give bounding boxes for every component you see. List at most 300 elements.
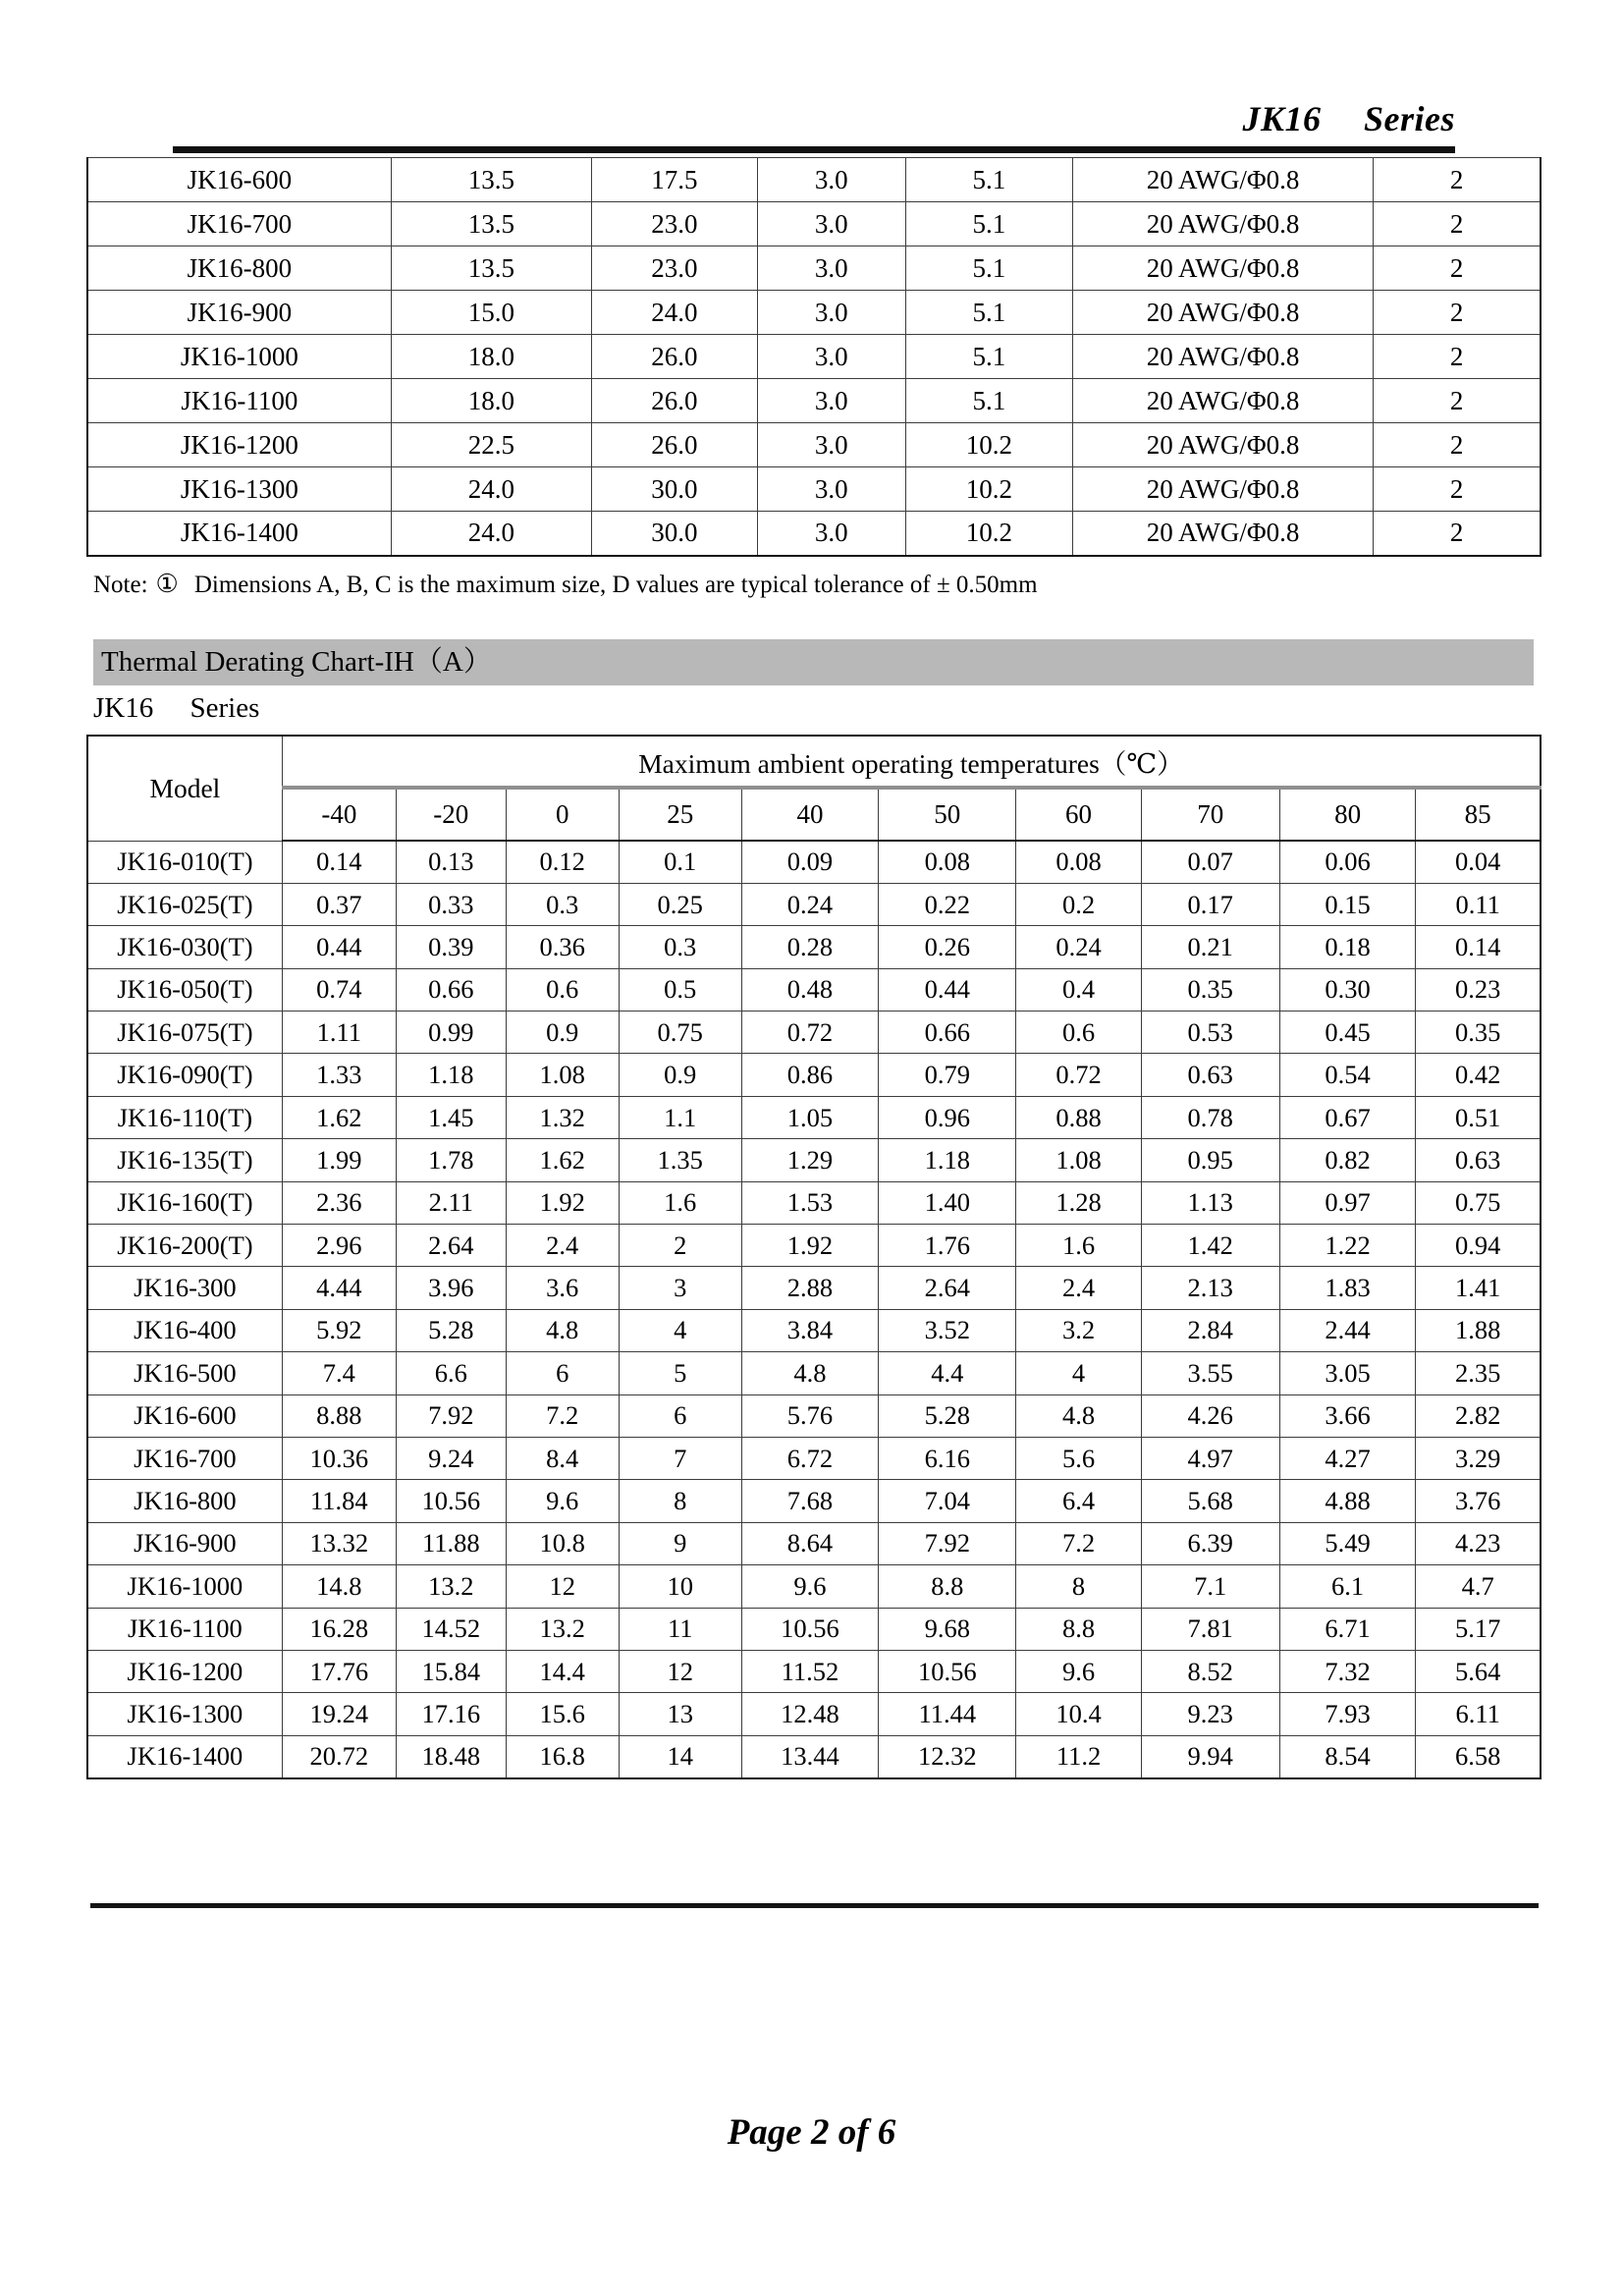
value-cell: 3.76 bbox=[1416, 1480, 1541, 1522]
value-cell: 12 bbox=[506, 1565, 619, 1608]
value-cell: 11.84 bbox=[282, 1480, 396, 1522]
value-cell: 3.0 bbox=[757, 202, 905, 246]
value-cell: 0.75 bbox=[619, 1011, 741, 1054]
value-cell: 2.96 bbox=[282, 1225, 396, 1267]
value-cell: 8.88 bbox=[282, 1394, 396, 1437]
value-cell: 15.0 bbox=[391, 291, 591, 335]
value-cell: 2.88 bbox=[741, 1267, 878, 1309]
value-cell: 1.18 bbox=[396, 1054, 506, 1096]
value-cell: 2 bbox=[619, 1225, 741, 1267]
value-cell: 1.40 bbox=[879, 1181, 1016, 1224]
value-cell: 8.8 bbox=[879, 1565, 1016, 1608]
value-cell: 2.82 bbox=[1416, 1394, 1541, 1437]
model-cell: JK16-160(T) bbox=[87, 1181, 282, 1224]
value-cell: 24.0 bbox=[391, 512, 591, 556]
value-cell: 3 bbox=[619, 1267, 741, 1309]
model-cell: JK16-600 bbox=[87, 1394, 282, 1437]
value-cell: 8.54 bbox=[1279, 1735, 1415, 1777]
value-cell: 5.1 bbox=[905, 158, 1072, 202]
derating-table bbox=[86, 735, 1542, 1779]
header-rule bbox=[173, 146, 1455, 153]
value-cell: 8.4 bbox=[506, 1437, 619, 1479]
value-cell: 0.4 bbox=[1016, 968, 1141, 1011]
temperature-header-cell: 60 bbox=[1016, 788, 1141, 841]
model-cell: JK16-700 bbox=[87, 202, 391, 246]
value-cell: 23.0 bbox=[592, 246, 758, 291]
value-cell: 0.3 bbox=[619, 926, 741, 968]
value-cell: 3.6 bbox=[506, 1267, 619, 1309]
value-cell: 4.97 bbox=[1141, 1437, 1279, 1479]
value-cell: 2.11 bbox=[396, 1181, 506, 1224]
value-cell: 1.62 bbox=[506, 1139, 619, 1181]
value-cell: 1.05 bbox=[741, 1096, 878, 1138]
value-cell: 2.4 bbox=[506, 1225, 619, 1267]
value-cell: 10.2 bbox=[905, 467, 1072, 512]
value-cell: 3.0 bbox=[757, 335, 905, 379]
page-number: Page 2 of 6 bbox=[727, 2112, 896, 2153]
value-cell: 0.22 bbox=[879, 883, 1016, 925]
value-cell: 5.49 bbox=[1279, 1522, 1415, 1564]
value-cell: 10.2 bbox=[905, 512, 1072, 556]
value-cell: 4.8 bbox=[506, 1309, 619, 1351]
value-cell: 12 bbox=[619, 1650, 741, 1692]
value-cell: 5.17 bbox=[1416, 1608, 1541, 1650]
temperature-header-cell: 85 bbox=[1416, 788, 1541, 841]
model-cell: JK16-300 bbox=[87, 1267, 282, 1309]
value-cell: 8 bbox=[1016, 1565, 1141, 1608]
value-cell: 4 bbox=[619, 1309, 741, 1351]
value-cell: 0.07 bbox=[1141, 841, 1279, 883]
value-cell: 1.76 bbox=[879, 1225, 1016, 1267]
value-cell: 5.92 bbox=[282, 1309, 396, 1351]
value-cell: 13.44 bbox=[741, 1735, 878, 1777]
table-row bbox=[87, 1608, 1541, 1650]
value-cell: 7 bbox=[619, 1437, 741, 1479]
value-cell: 0.42 bbox=[1416, 1054, 1541, 1096]
value-cell: 5.64 bbox=[1416, 1650, 1541, 1692]
value-cell: 2 bbox=[1374, 512, 1541, 556]
value-cell: 8.8 bbox=[1016, 1608, 1141, 1650]
value-cell: 3.0 bbox=[757, 512, 905, 556]
value-cell: 1.83 bbox=[1279, 1267, 1415, 1309]
value-cell: 15.6 bbox=[506, 1693, 619, 1735]
dimension-table-body bbox=[87, 158, 1541, 556]
temperature-header-row bbox=[87, 788, 1541, 841]
value-cell: 5.1 bbox=[905, 379, 1072, 423]
value-cell: 3.2 bbox=[1016, 1309, 1141, 1351]
value-cell: 10.56 bbox=[879, 1650, 1016, 1692]
value-cell: 9.94 bbox=[1141, 1735, 1279, 1777]
value-cell: 3.55 bbox=[1141, 1352, 1279, 1394]
derating-header-row-top bbox=[87, 736, 1541, 788]
value-cell: 16.8 bbox=[506, 1735, 619, 1777]
table-row bbox=[87, 246, 1541, 291]
temperature-header-cell: 80 bbox=[1279, 788, 1415, 841]
table-row bbox=[87, 1225, 1541, 1267]
value-cell: 1.33 bbox=[282, 1054, 396, 1096]
value-cell: 26.0 bbox=[592, 335, 758, 379]
model-cell: JK16-700 bbox=[87, 1437, 282, 1479]
value-cell: 3.0 bbox=[757, 158, 905, 202]
value-cell: 0.11 bbox=[1416, 883, 1541, 925]
value-cell: 9.6 bbox=[1016, 1650, 1141, 1692]
value-cell: 0.9 bbox=[619, 1054, 741, 1096]
value-cell: 17.16 bbox=[396, 1693, 506, 1735]
value-cell: 5 bbox=[619, 1352, 741, 1394]
model-cell: JK16-200(T) bbox=[87, 1225, 282, 1267]
value-cell: 4.88 bbox=[1279, 1480, 1415, 1522]
value-cell: 1.41 bbox=[1416, 1267, 1541, 1309]
model-header-cell: Model bbox=[87, 736, 282, 841]
value-cell: 0.12 bbox=[506, 841, 619, 883]
value-cell: 0.17 bbox=[1141, 883, 1279, 925]
value-cell: 0.06 bbox=[1279, 841, 1415, 883]
model-cell: JK16-110(T) bbox=[87, 1096, 282, 1138]
temperature-header-cell: 40 bbox=[741, 788, 878, 841]
value-cell: 1.62 bbox=[282, 1096, 396, 1138]
value-cell: 1.11 bbox=[282, 1011, 396, 1054]
value-cell: 5.68 bbox=[1141, 1480, 1279, 1522]
value-cell: 4.26 bbox=[1141, 1394, 1279, 1437]
value-cell: 1.53 bbox=[741, 1181, 878, 1224]
value-cell: 0.51 bbox=[1416, 1096, 1541, 1138]
value-cell: 4.8 bbox=[1016, 1394, 1141, 1437]
value-cell: 0.2 bbox=[1016, 883, 1141, 925]
value-cell: 26.0 bbox=[592, 379, 758, 423]
value-cell: 13 bbox=[619, 1693, 741, 1735]
dimension-table bbox=[86, 157, 1542, 557]
value-cell: 20 AWG/Φ0.8 bbox=[1072, 158, 1373, 202]
value-cell: 10.36 bbox=[282, 1437, 396, 1479]
value-cell: 0.78 bbox=[1141, 1096, 1279, 1138]
table-row bbox=[87, 1054, 1541, 1096]
value-cell: 0.35 bbox=[1416, 1011, 1541, 1054]
value-cell: 1.45 bbox=[396, 1096, 506, 1138]
value-cell: 6.6 bbox=[396, 1352, 506, 1394]
value-cell: 1.22 bbox=[1279, 1225, 1415, 1267]
model-cell: JK16-075(T) bbox=[87, 1011, 282, 1054]
table-row bbox=[87, 1181, 1541, 1224]
value-cell: 2.64 bbox=[396, 1225, 506, 1267]
value-cell: 6 bbox=[506, 1352, 619, 1394]
value-cell: 3.0 bbox=[757, 291, 905, 335]
table-row bbox=[87, 841, 1541, 883]
value-cell: 11.44 bbox=[879, 1693, 1016, 1735]
value-cell: 6.58 bbox=[1416, 1735, 1541, 1777]
value-cell: 1.1 bbox=[619, 1096, 741, 1138]
value-cell: 2 bbox=[1374, 246, 1541, 291]
value-cell: 3.0 bbox=[757, 246, 905, 291]
value-cell: 0.1 bbox=[619, 841, 741, 883]
value-cell: 23.0 bbox=[592, 202, 758, 246]
value-cell: 7.4 bbox=[282, 1352, 396, 1394]
value-cell: 9.23 bbox=[1141, 1693, 1279, 1735]
value-cell: 18.0 bbox=[391, 335, 591, 379]
value-cell: 6.72 bbox=[741, 1437, 878, 1479]
value-cell: 11.88 bbox=[396, 1522, 506, 1564]
value-cell: 0.30 bbox=[1279, 968, 1415, 1011]
value-cell: 0.86 bbox=[741, 1054, 878, 1096]
value-cell: 8.64 bbox=[741, 1522, 878, 1564]
value-cell: 3.66 bbox=[1279, 1394, 1415, 1437]
value-cell: 3.0 bbox=[757, 467, 905, 512]
value-cell: 1.78 bbox=[396, 1139, 506, 1181]
value-cell: 5.28 bbox=[396, 1309, 506, 1351]
value-cell: 1.99 bbox=[282, 1139, 396, 1181]
value-cell: 17.5 bbox=[592, 158, 758, 202]
table-row bbox=[87, 467, 1541, 512]
table-row bbox=[87, 968, 1541, 1011]
table-row bbox=[87, 1352, 1541, 1394]
model-cell: JK16-800 bbox=[87, 246, 391, 291]
value-cell: 5.1 bbox=[905, 335, 1072, 379]
value-cell: 14 bbox=[619, 1735, 741, 1777]
value-cell: 0.9 bbox=[506, 1011, 619, 1054]
value-cell: 0.53 bbox=[1141, 1011, 1279, 1054]
value-cell: 1.08 bbox=[506, 1054, 619, 1096]
value-cell: 1.6 bbox=[619, 1181, 741, 1224]
value-cell: 1.28 bbox=[1016, 1181, 1141, 1224]
value-cell: 0.08 bbox=[1016, 841, 1141, 883]
value-cell: 6.1 bbox=[1279, 1565, 1415, 1608]
value-cell: 1.92 bbox=[506, 1181, 619, 1224]
value-cell: 3.52 bbox=[879, 1309, 1016, 1351]
value-cell: 7.32 bbox=[1279, 1650, 1415, 1692]
value-cell: 0.66 bbox=[396, 968, 506, 1011]
table-row bbox=[87, 1096, 1541, 1138]
value-cell: 4.23 bbox=[1416, 1522, 1541, 1564]
value-cell: 0.66 bbox=[879, 1011, 1016, 1054]
value-cell: 24.0 bbox=[391, 467, 591, 512]
value-cell: 2 bbox=[1374, 423, 1541, 467]
value-cell: 2.44 bbox=[1279, 1309, 1415, 1351]
value-cell: 1.08 bbox=[1016, 1139, 1141, 1181]
value-cell: 1.88 bbox=[1416, 1309, 1541, 1351]
model-cell: JK16-1100 bbox=[87, 1608, 282, 1650]
derating-table-body bbox=[87, 841, 1541, 1778]
value-cell: 0.5 bbox=[619, 968, 741, 1011]
value-cell: 7.81 bbox=[1141, 1608, 1279, 1650]
value-cell: 24.0 bbox=[592, 291, 758, 335]
value-cell: 8.52 bbox=[1141, 1650, 1279, 1692]
model-cell: JK16-1000 bbox=[87, 1565, 282, 1608]
table-row bbox=[87, 1139, 1541, 1181]
model-cell: JK16-030(T) bbox=[87, 926, 282, 968]
value-cell: 0.33 bbox=[396, 883, 506, 925]
value-cell: 20.72 bbox=[282, 1735, 396, 1777]
value-cell: 9.24 bbox=[396, 1437, 506, 1479]
value-cell: 14.4 bbox=[506, 1650, 619, 1692]
model-cell: JK16-1300 bbox=[87, 467, 391, 512]
table-row bbox=[87, 423, 1541, 467]
value-cell: 1.13 bbox=[1141, 1181, 1279, 1224]
value-cell: 9.68 bbox=[879, 1608, 1016, 1650]
table-row bbox=[87, 202, 1541, 246]
table-row bbox=[87, 1735, 1541, 1777]
value-cell: 20 AWG/Φ0.8 bbox=[1072, 335, 1373, 379]
value-cell: 7.92 bbox=[396, 1394, 506, 1437]
value-cell: 0.95 bbox=[1141, 1139, 1279, 1181]
temperature-header-cell: 70 bbox=[1141, 788, 1279, 841]
value-cell: 18.48 bbox=[396, 1735, 506, 1777]
table-row bbox=[87, 1011, 1541, 1054]
value-cell: 3.96 bbox=[396, 1267, 506, 1309]
value-cell: 9.6 bbox=[506, 1480, 619, 1522]
value-cell: 10.4 bbox=[1016, 1693, 1141, 1735]
value-cell: 7.92 bbox=[879, 1522, 1016, 1564]
table-row bbox=[87, 379, 1541, 423]
value-cell: 2 bbox=[1374, 467, 1541, 512]
temperature-header-cell: 50 bbox=[879, 788, 1016, 841]
value-cell: 15.84 bbox=[396, 1650, 506, 1692]
table-row bbox=[87, 1522, 1541, 1564]
value-cell: 6.71 bbox=[1279, 1608, 1415, 1650]
value-cell: 9 bbox=[619, 1522, 741, 1564]
value-cell: 13.32 bbox=[282, 1522, 396, 1564]
value-cell: 0.15 bbox=[1279, 883, 1415, 925]
value-cell: 13.5 bbox=[391, 246, 591, 291]
value-cell: 0.75 bbox=[1416, 1181, 1541, 1224]
model-cell: JK16-600 bbox=[87, 158, 391, 202]
series-subtitle: JK16 Series bbox=[93, 692, 260, 724]
table-row bbox=[87, 1565, 1541, 1608]
model-cell: JK16-1000 bbox=[87, 335, 391, 379]
value-cell: 0.14 bbox=[1416, 926, 1541, 968]
value-cell: 0.44 bbox=[879, 968, 1016, 1011]
table-row bbox=[87, 883, 1541, 925]
value-cell: 0.3 bbox=[506, 883, 619, 925]
model-cell: JK16-010(T) bbox=[87, 841, 282, 883]
value-cell: 18.0 bbox=[391, 379, 591, 423]
value-cell: 6.16 bbox=[879, 1437, 1016, 1479]
value-cell: 20 AWG/Φ0.8 bbox=[1072, 423, 1373, 467]
value-cell: 0.26 bbox=[879, 926, 1016, 968]
value-cell: 0.88 bbox=[1016, 1096, 1141, 1138]
value-cell: 0.79 bbox=[879, 1054, 1016, 1096]
value-cell: 7.68 bbox=[741, 1480, 878, 1522]
value-cell: 1.6 bbox=[1016, 1225, 1141, 1267]
table-row bbox=[87, 1309, 1541, 1351]
value-cell: 0.44 bbox=[282, 926, 396, 968]
model-cell: JK16-500 bbox=[87, 1352, 282, 1394]
value-cell: 10.2 bbox=[905, 423, 1072, 467]
value-cell: 0.63 bbox=[1416, 1139, 1541, 1181]
value-cell: 13.2 bbox=[396, 1565, 506, 1608]
value-cell: 7.93 bbox=[1279, 1693, 1415, 1735]
table-row bbox=[87, 1480, 1541, 1522]
value-cell: 2 bbox=[1374, 202, 1541, 246]
table-row bbox=[87, 1437, 1541, 1479]
value-cell: 26.0 bbox=[592, 423, 758, 467]
value-cell: 0.72 bbox=[1016, 1054, 1141, 1096]
value-cell: 0.63 bbox=[1141, 1054, 1279, 1096]
value-cell: 5.1 bbox=[905, 246, 1072, 291]
model-cell: JK16-400 bbox=[87, 1309, 282, 1351]
value-cell: 0.6 bbox=[506, 968, 619, 1011]
model-cell: JK16-090(T) bbox=[87, 1054, 282, 1096]
value-cell: 0.09 bbox=[741, 841, 878, 883]
value-cell: 6.4 bbox=[1016, 1480, 1141, 1522]
value-cell: 12.48 bbox=[741, 1693, 878, 1735]
value-cell: 3.29 bbox=[1416, 1437, 1541, 1479]
table-row bbox=[87, 335, 1541, 379]
value-cell: 5.1 bbox=[905, 291, 1072, 335]
value-cell: 0.6 bbox=[1016, 1011, 1141, 1054]
temperature-header-cell: 25 bbox=[619, 788, 741, 841]
value-cell: 9.6 bbox=[741, 1565, 878, 1608]
model-cell: JK16-1100 bbox=[87, 379, 391, 423]
table-row bbox=[87, 1693, 1541, 1735]
value-cell: 0.24 bbox=[741, 883, 878, 925]
note-text: Dimensions A, B, C is the maximum size, D values are typical tolerance of ± 0.50mm bbox=[193, 572, 1038, 598]
table-row bbox=[87, 512, 1541, 556]
value-cell: 4.8 bbox=[741, 1352, 878, 1394]
value-cell: 0.28 bbox=[741, 926, 878, 968]
value-cell: 0.14 bbox=[282, 841, 396, 883]
value-cell: 20 AWG/Φ0.8 bbox=[1072, 291, 1373, 335]
value-cell: 5.76 bbox=[741, 1394, 878, 1437]
value-cell: 20 AWG/Φ0.8 bbox=[1072, 512, 1373, 556]
temperature-span-header: Maximum ambient operating temperatures（℃） bbox=[282, 736, 1541, 788]
value-cell: 14.8 bbox=[282, 1565, 396, 1608]
table-row bbox=[87, 291, 1541, 335]
dimension-note bbox=[93, 570, 1038, 599]
value-cell: 0.67 bbox=[1279, 1096, 1415, 1138]
value-cell: 7.2 bbox=[506, 1394, 619, 1437]
model-cell: JK16-1400 bbox=[87, 1735, 282, 1777]
table-row bbox=[87, 926, 1541, 968]
value-cell: 11 bbox=[619, 1608, 741, 1650]
value-cell: 0.36 bbox=[506, 926, 619, 968]
value-cell: 13.5 bbox=[391, 158, 591, 202]
value-cell: 20 AWG/Φ0.8 bbox=[1072, 379, 1373, 423]
value-cell: 5.6 bbox=[1016, 1437, 1141, 1479]
value-cell: 0.45 bbox=[1279, 1011, 1415, 1054]
value-cell: 0.13 bbox=[396, 841, 506, 883]
note-circled-one: ① bbox=[155, 570, 179, 598]
value-cell: 7.1 bbox=[1141, 1565, 1279, 1608]
value-cell: 13.2 bbox=[506, 1608, 619, 1650]
value-cell: 10 bbox=[619, 1565, 741, 1608]
model-cell: JK16-1300 bbox=[87, 1693, 282, 1735]
model-cell: JK16-1200 bbox=[87, 1650, 282, 1692]
value-cell: 0.99 bbox=[396, 1011, 506, 1054]
value-cell: 4.44 bbox=[282, 1267, 396, 1309]
value-cell: 2.64 bbox=[879, 1267, 1016, 1309]
value-cell: 3.0 bbox=[757, 379, 905, 423]
derating-table-head bbox=[87, 736, 1541, 841]
value-cell: 30.0 bbox=[592, 467, 758, 512]
model-cell: JK16-900 bbox=[87, 291, 391, 335]
value-cell: 2.13 bbox=[1141, 1267, 1279, 1309]
value-cell: 3.0 bbox=[757, 423, 905, 467]
value-cell: 10.56 bbox=[396, 1480, 506, 1522]
value-cell: 4.27 bbox=[1279, 1437, 1415, 1479]
value-cell: 10.56 bbox=[741, 1608, 878, 1650]
value-cell: 2 bbox=[1374, 379, 1541, 423]
value-cell: 5.1 bbox=[905, 202, 1072, 246]
value-cell: 30.0 bbox=[592, 512, 758, 556]
value-cell: 0.04 bbox=[1416, 841, 1541, 883]
value-cell: 6.11 bbox=[1416, 1693, 1541, 1735]
value-cell: 0.35 bbox=[1141, 968, 1279, 1011]
value-cell: 4.4 bbox=[879, 1352, 1016, 1394]
value-cell: 0.24 bbox=[1016, 926, 1141, 968]
value-cell: 13.5 bbox=[391, 202, 591, 246]
temperature-header-cell: -40 bbox=[282, 788, 396, 841]
value-cell: 2 bbox=[1374, 291, 1541, 335]
value-cell: 1.32 bbox=[506, 1096, 619, 1138]
